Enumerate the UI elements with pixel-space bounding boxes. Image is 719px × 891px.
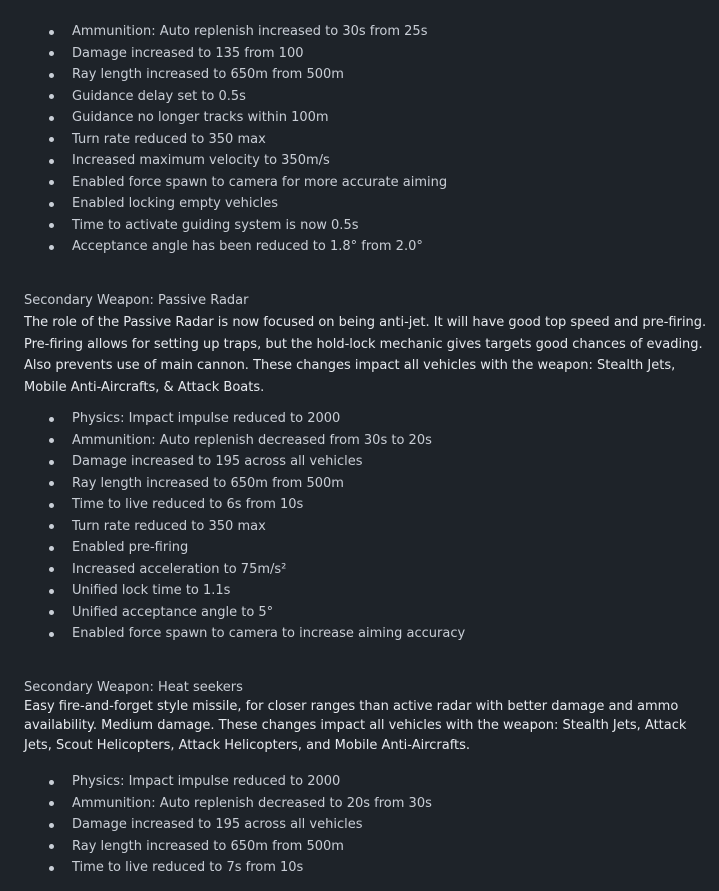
list-item: Damage increased to 195 across all vehicles [0, 451, 465, 473]
description-line: Pre-firing allows for setting up traps, but the hold-lock mechanic gives targets good chances of evading. [24, 336, 703, 352]
list-item: Damage increased to 135 from 100 [0, 43, 447, 65]
list-item: Time to live reduced to 7s from 10s [0, 857, 432, 879]
description-line: Jets, Scout Helicopters, Attack Helicopters, and Mobile Anti-Aircrafts. [24, 737, 471, 753]
list-item: Ammunition: Auto replenish decreased from 30s to 20s [0, 430, 465, 452]
description-line: Mobile Anti-Aircrafts, & Attack Boats. [24, 379, 265, 395]
passive-radar-change-list [0, 408, 465, 645]
list-item: Ray length increased to 650m from 500m [0, 473, 465, 495]
list-item: Unified acceptance angle to 5° [0, 602, 465, 624]
list-item: Ammunition: Auto replenish decreased to 20s from 30s [0, 793, 432, 815]
list-item: Enabled locking empty vehicles [0, 193, 447, 215]
passive-radar-heading: Secondary Weapon: Passive Radar [24, 293, 249, 308]
description-line: availability. Medium damage. These changes impact all vehicles with the weapon: Stealth Jets, Attack [24, 718, 687, 734]
list-item: Guidance no longer tracks within 100m [0, 107, 447, 129]
list-item: Ray length increased to 650m from 500m [0, 836, 432, 858]
list-item: Unified lock time to 1.1s [0, 580, 465, 602]
description-line: Also prevents use of main cannon. These changes impact all vehicles with the weapon: Stealth Jets, [24, 358, 676, 373]
list-item: Enabled force spawn to camera for more accurate aiming [0, 172, 447, 194]
description-line: Easy fire-and-forget style missile, for closer ranges than active radar with better damage and ammo [24, 699, 679, 714]
list-item: Increased maximum velocity to 350m/s [0, 150, 447, 172]
list-item: Time to live reduced to 6s from 10s [0, 494, 465, 516]
list-item: Ammunition: Auto replenish increased to 30s from 25s [0, 21, 447, 43]
heat-seekers-heading: Secondary Weapon: Heat seekers [24, 680, 243, 695]
list-item: Damage increased to 195 across all vehicles [0, 814, 432, 836]
list-item: Turn rate reduced to 350 max [0, 129, 447, 151]
list-item: Enabled pre-firing [0, 537, 465, 559]
list-item: Physics: Impact impulse reduced to 2000 [0, 771, 432, 793]
heat-seekers-description [24, 697, 714, 755]
list-item: Time to activate guiding system is now 0.5s [0, 215, 447, 237]
list-item: Turn rate reduced to 350 max [0, 516, 465, 538]
list-item: Ray length increased to 650m from 500m [0, 64, 447, 86]
list-item: Physics: Impact impulse reduced to 2000 [0, 408, 465, 430]
list-item: Acceptance angle has been reduced to 1.8° from 2.0° [0, 236, 447, 258]
list-item: Enabled force spawn to camera to increase aiming accuracy [0, 623, 465, 645]
list-item: Guidance delay set to 0.5s [0, 86, 447, 108]
description-line: The role of the Passive Radar is now focused on being anti-jet. It will have good top speed and pre-firing. [24, 315, 707, 330]
heat-seekers-change-list [0, 771, 432, 879]
passive-radar-description [24, 312, 714, 398]
list-item: Increased acceleration to 75m/s² [0, 559, 465, 581]
section1-change-list [0, 21, 447, 258]
